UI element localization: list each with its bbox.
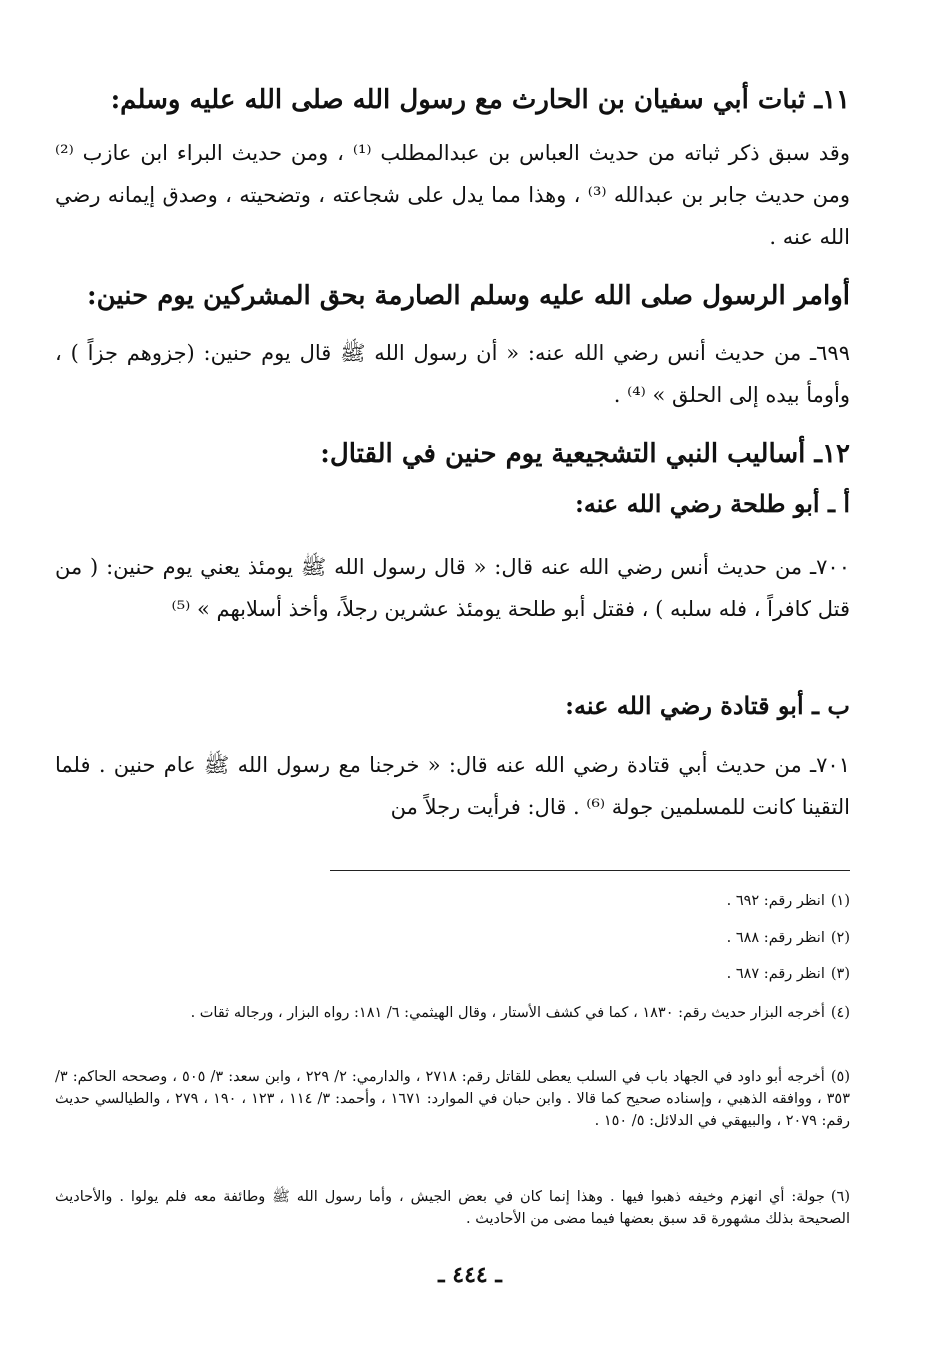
footnote-text: أخرجه البزار حديث رقم: ١٨٣٠ ، كما في كشف الأستار ، وقال الهيثمي: ٦/ ١٨١: رواه البزار ، ورجاله ثقات . (190, 1005, 825, 1021)
footnote-text: انظر رقم: ٦٨٧ . (726, 966, 825, 982)
page-number: ـ ٤٤٤ ـ (438, 1262, 502, 1288)
paragraph-text: وقد سبق ذكر ثباته من حديث العباس بن عبدالمطلب ⁽¹⁾ ، ومن حديث البراء ابن عازب ⁽²⁾ ومن حديث جابر بن عبدالله ⁽³⁾ ، وهذا مما يدل على شجاعته ، وتضحيته ، وصدق إيمانه رضي الله عنه . (55, 141, 851, 249)
footnote-number: (٤) (830, 1005, 850, 1021)
subheading-abu-qatada: ب ـ أبو قتادة رضي الله عنه: (565, 691, 850, 720)
heading-section-11: ١١ـ ثبات أبي سفيان بن الحارث مع رسول الله صلى الله عليه وسلم: (110, 85, 850, 115)
paragraph-text: ٧٠٠ـ من حديث أنس رضي الله عنه قال: « قال رسول الله ﷺ يومئذ يعني يوم حنين: ( من قتل كافراً ، فله سلبه ) ، فقتل أبو طلحة يومئذ عشرين رجلاً، وأخذ أسلابهم » ⁽⁵⁾ (55, 555, 850, 621)
footnote-2 (55, 927, 850, 949)
heading-section-12: ١٢ـ أساليب النبي التشجيعية يوم حنين في القتال: (320, 439, 850, 469)
footnote-divider (330, 870, 850, 871)
paragraph-hadith-700 (55, 546, 850, 630)
paragraph-text: ٧٠١ـ من حديث أبي قتادة رضي الله عنه قال: « خرجنا مع رسول الله ﷺ عام حنين . فلما التقينا كانت للمسلمين جولة ⁽⁶⁾ . قال: فرأيت رجلاً من (55, 753, 850, 819)
paragraph-hadith-699 (55, 332, 850, 416)
footnote-6 (55, 1186, 850, 1230)
paragraph-section-11 (55, 132, 850, 258)
footnote-text: انظر رقم: ٦٨٨ . (726, 930, 825, 946)
footnote-number: (٦) (830, 1189, 850, 1205)
footnote-number: (٢) (830, 930, 850, 946)
footnote-text: انظر رقم: ٦٩٢ . (726, 893, 825, 909)
footnote-number: (٣) (830, 966, 850, 982)
footnote-number: (١) (830, 893, 850, 909)
paragraph-text: ٦٩٩ـ من حديث أنس رضي الله عنه: « أن رسول الله ﷺ قال يوم حنين: (جزوهم جزاً ) ، وأومأ بيده إلى الحلق » ⁽⁴⁾ . (55, 341, 850, 407)
paragraph-hadith-701 (55, 744, 850, 828)
footnote-text: أخرجه أبو داود في الجهاد باب في السلب يعطى للقاتل رقم: ٢٧١٨ ، والدارمي: ٢/ ٢٢٩ ، وابن سعد: ٣/ ٥٠٥ ، وصححه الحاكم: ٣/ ٣٥٣ ، ووافقه الذهبي ، وإسناده صحيح كما قالا . وابن حبان في الموارد: ١٦٧١ ، وأحمد: ٣/ ١١٤ ، ١٢٣ ، ١٩٠ ، ٢٧٩ ، والطيالسي حديث رقم: ٢٠٧٩ ، والبيهقي في الدلائل: ٥/ ١٥٠ . (55, 1069, 851, 1129)
footnote-4 (55, 1002, 850, 1024)
heading-orders: أوامر الرسول صلى الله عليه وسلم الصارمة بحق المشركين يوم حنين: (87, 281, 850, 311)
footnote-number: (٥) (830, 1069, 850, 1085)
footnote-5 (55, 1066, 850, 1132)
footnote-3 (55, 963, 850, 985)
footnote-text: جولة: أي انهزم وخيفه ذهبوا فيها . وهذا إنما كان في بعض الجيش ، وأما رسول الله ﷺ وطائفة معه فلم يولوا . والأحاديث الصحيحة بذلك مشهورة قد سبق بعضها فيما مضى من الأحاديث . (55, 1189, 850, 1227)
subheading-abu-talha: أ ـ أبو طلحة رضي الله عنه: (574, 489, 850, 518)
footnote-1 (55, 890, 850, 912)
